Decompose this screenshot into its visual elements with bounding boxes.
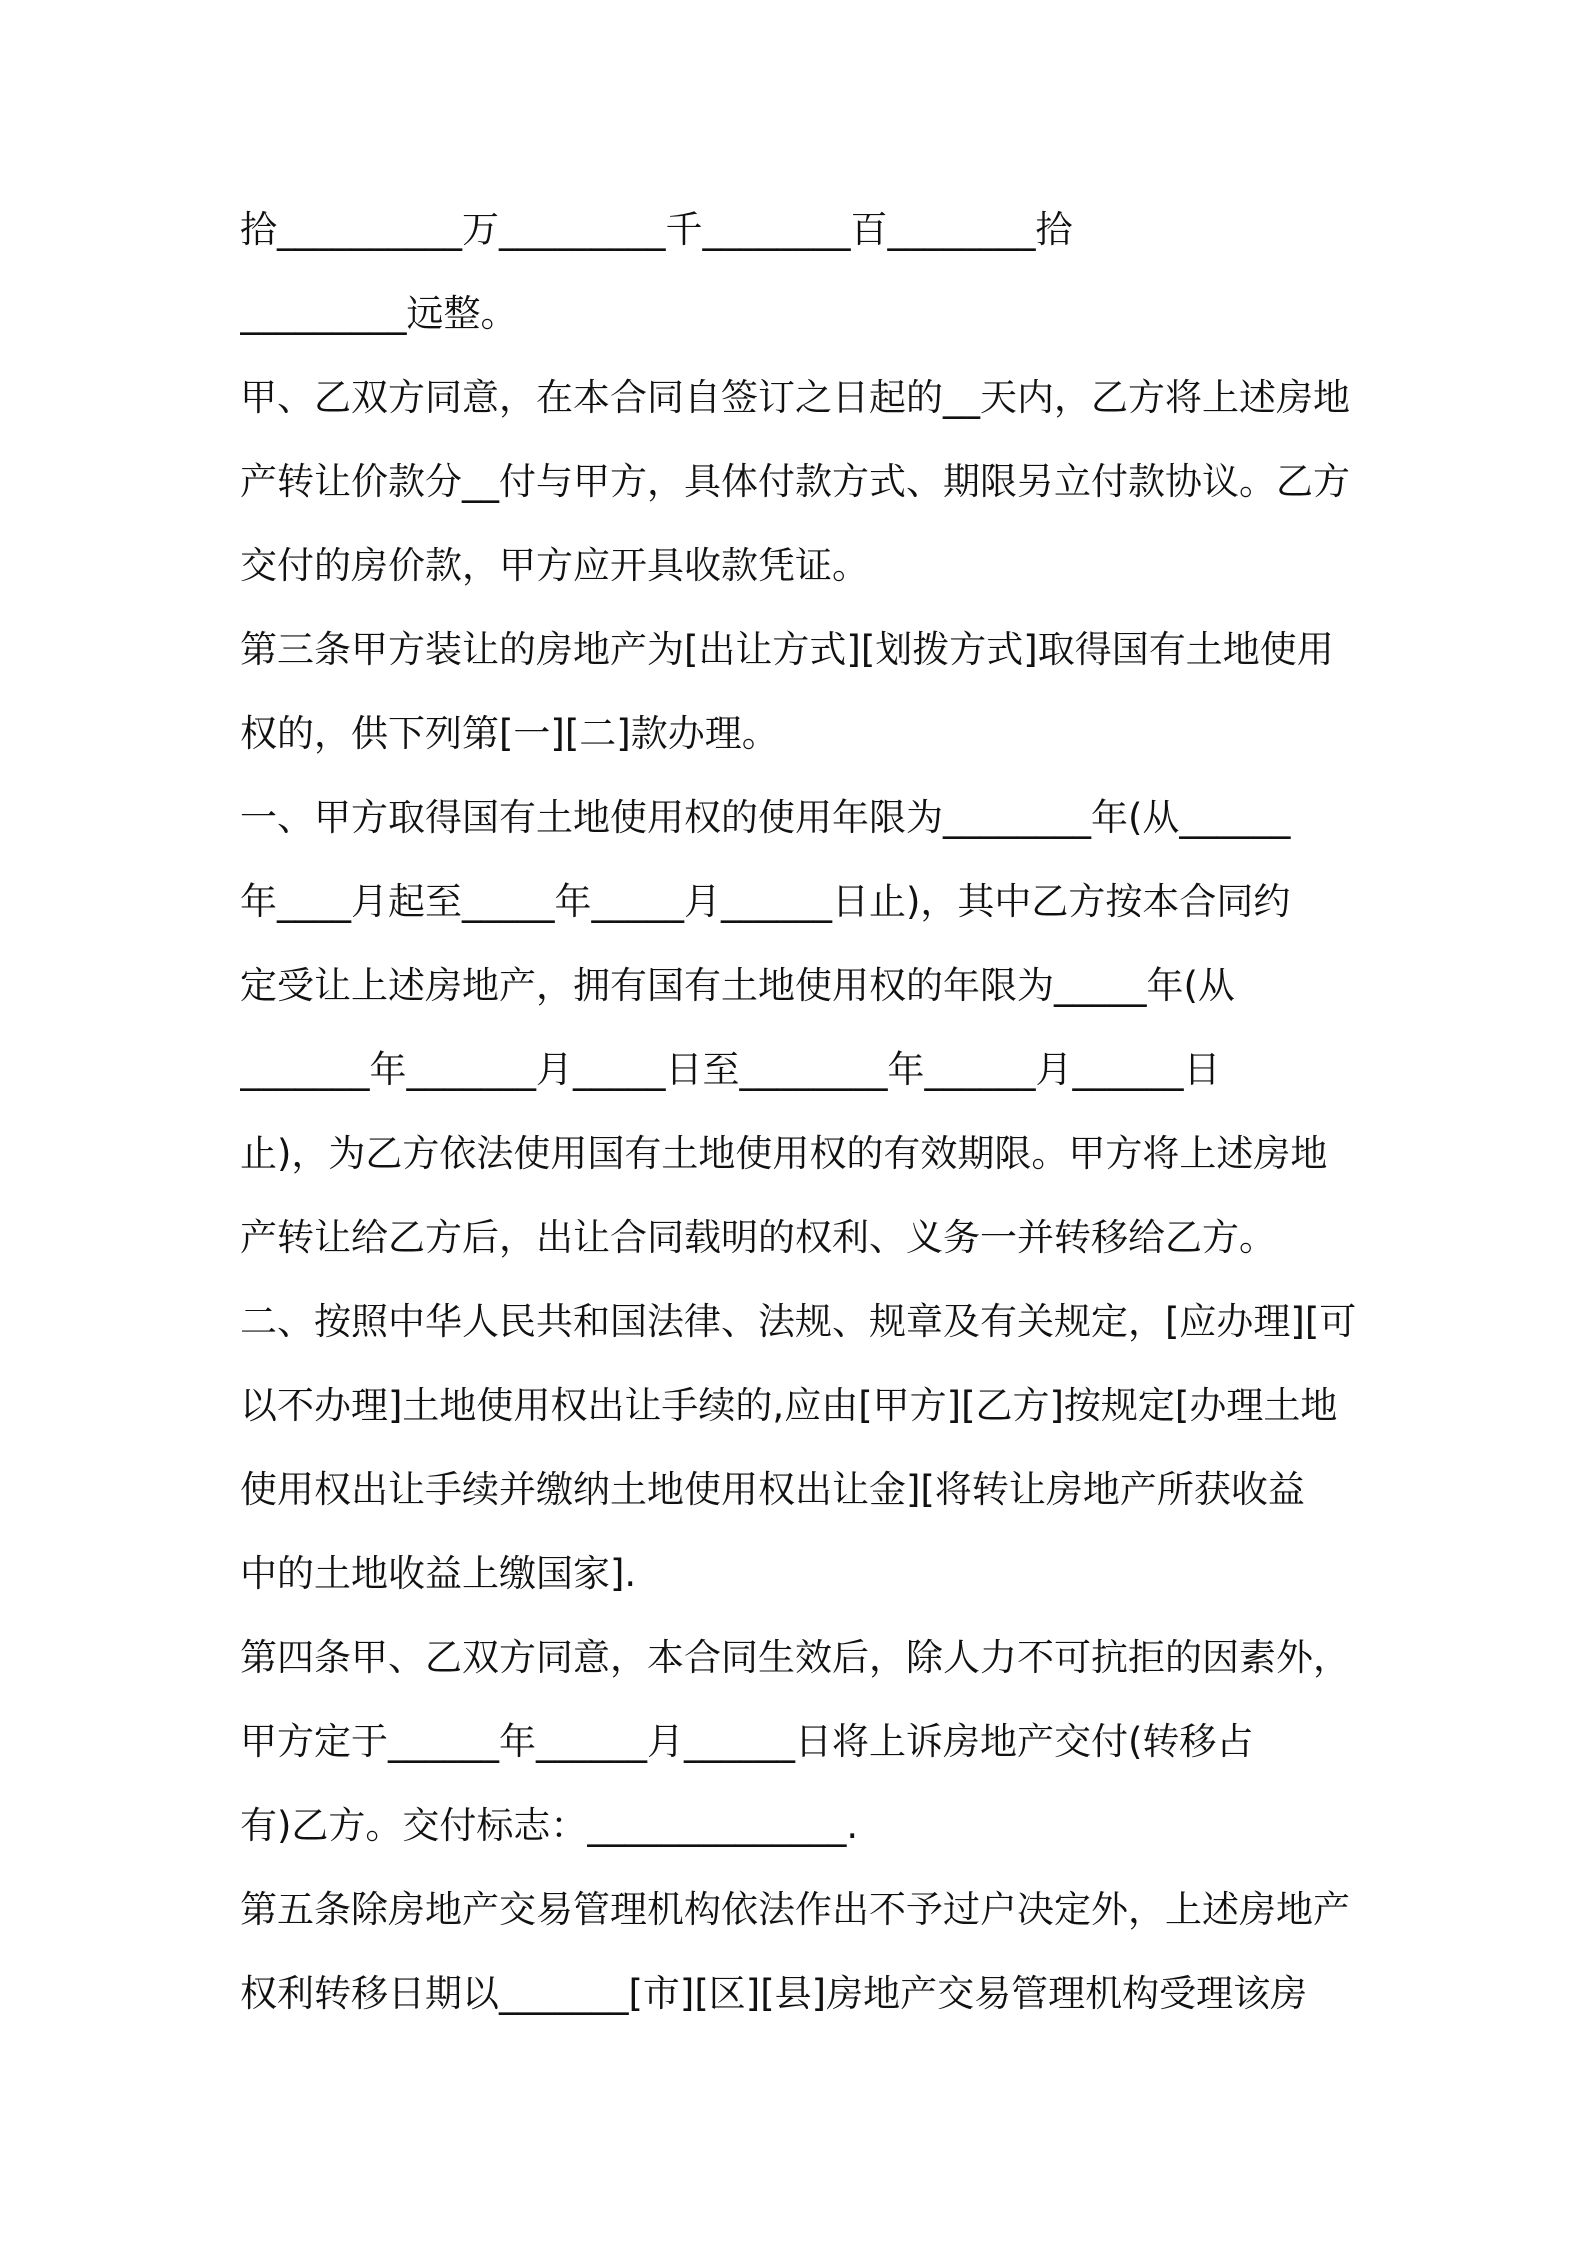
text-line: _______年_______月_____日至________年______月______日 <box>240 1048 1221 1091</box>
text-line: 止)，为乙方依法使用国有土地使用权的有效期限。甲方将上述房地 <box>240 1132 1328 1175</box>
text-line: 第三条甲方装让的房地产为[出让方式][划拨方式]取得国有土地使用 <box>240 628 1334 671</box>
text-line: 拾__________万_________千________百________拾 <box>240 208 1073 251</box>
text-line: 交付的房价款，甲方应开具收款凭证。 <box>240 544 869 587</box>
document-body <box>240 199 1360 2047</box>
text-line: 产转让价款分__付与甲方，具体付款方式、期限另立付款协议。乙方 <box>240 460 1350 503</box>
text-line: 第五条除房地产交易管理机构依法作出不予过户决定外，上述房地产 <box>240 1888 1350 1931</box>
text-line: 权利转移日期以_______[市][区][县]房地产交易管理机构受理该房 <box>240 1972 1308 2015</box>
text-line: 权的，供下列第[一][二]款办理。 <box>240 712 779 755</box>
text-line: 年____月起至_____年_____月______日止)，其中乙方按本合同约 <box>240 880 1291 923</box>
text-line: 甲方定于______年______月______日将上诉房地产交付(转移占 <box>240 1720 1254 1763</box>
text-line: 第四条甲、乙双方同意，本合同生效后，除人力不可抗拒的因素外， <box>240 1636 1350 1679</box>
text-line: _________远整。 <box>240 292 518 335</box>
text-line: 二、按照中华人民共和国法律、法规、规章及有关规定，[应办理][可 <box>240 1300 1357 1343</box>
text-line: 甲、乙双方同意，在本合同自签订之日起的__天内，乙方将上述房地 <box>240 376 1350 419</box>
text-line: 产转让给乙方后，出让合同载明的权利、义务一并转移给乙方。 <box>240 1216 1276 1259</box>
text-line: 有)乙方。交付标志：______________. <box>240 1804 859 1847</box>
text-line: 以不办理]土地使用权出让手续的,应由[甲方][乙方]按规定[办理土地 <box>240 1384 1338 1427</box>
text-line: 使用权出让手续并缴纳土地使用权出让金][将转让房地产所获收益 <box>240 1468 1305 1511</box>
text-line: 一、甲方取得国有土地使用权的使用年限为________年(从______ <box>240 796 1291 839</box>
text-line: 定受让上述房地产，拥有国有土地使用权的年限为_____年(从 <box>240 964 1235 1007</box>
text-line: 中的土地收益上缴国家]. <box>240 1552 637 1595</box>
